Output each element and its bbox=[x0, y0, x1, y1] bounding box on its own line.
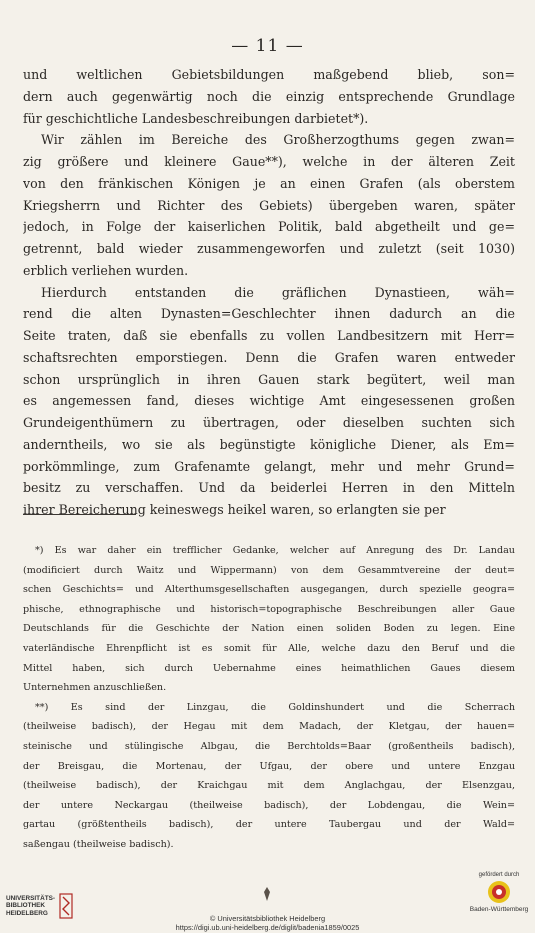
text-line: erblich verliehen wurden. bbox=[23, 262, 189, 278]
library-name: UNIVERSITÄTS- BIBLIOTHEK HEIDELBERG bbox=[6, 894, 55, 917]
text-line: für geschichtliche Landesbeschreibungen darbietet*). bbox=[23, 110, 369, 126]
footnote-line: vaterländische Ehrenpflicht ist es somit für Alle, welche dazu den Beruf und die bbox=[23, 642, 515, 654]
footnote-line: (theilweise badisch), der Hegau mit dem Madach, der Kletgau, der hauen= bbox=[23, 721, 515, 733]
text-line: besitz zu verschaffen. Und da beiderlei Herren in den Mitteln bbox=[23, 480, 515, 496]
footnote-separator bbox=[23, 514, 136, 515]
text-line: Hierdurch entstanden die gräflichen Dynastieen, wäh= bbox=[41, 284, 515, 300]
ornament-icon bbox=[260, 886, 274, 902]
footnote-line: (theilweise badisch), der Kraichgau mit dem Anglachgau, der Elsenzgau, bbox=[23, 780, 515, 792]
footnote-line: (modificiert durch Waitz und Wippermann) von dem Gesammtvereine der deut= bbox=[23, 564, 515, 576]
text-line: getrennt, bald wieder zusammengeworfen und zuletzt (seit 1030) bbox=[23, 241, 515, 256]
text-line: und weltlichen Gebietsbildungen maßgebend blieb, son= bbox=[23, 67, 515, 82]
sponsor-logo[interactable] bbox=[469, 872, 529, 913]
text-line: von den fränkischen Königen je an einen Grafen (als oberstem bbox=[23, 175, 515, 191]
text-line: es angemessen fand, dieses wichtige Amt eingesessenen großen bbox=[23, 393, 515, 409]
footnote-line: der untere Neckargau (theilweise badisch), der Lobdengau, die Wein= bbox=[23, 799, 515, 811]
sponsor-label: gefördert durch bbox=[478, 872, 520, 878]
sponsor-state: Baden-Württemberg bbox=[469, 906, 529, 913]
page-footer bbox=[0, 868, 535, 933]
footnote-line: **) Es sind der Linzgau, die Goldinshundert und die Scherrach bbox=[35, 701, 515, 713]
text-line: Seite traten, daß sie ebenfalls zu vollen Landbesitzern mit Herr= bbox=[23, 328, 515, 343]
baden-wuerttemberg-logo-icon bbox=[487, 880, 511, 904]
text-line: Grundeigenthümern zu übertragen, oder dieselben suchten sich bbox=[23, 415, 515, 430]
footnote-line: *) Es war daher ein trefflicher Gedanke, welcher auf Anregung des Dr. Landau bbox=[35, 545, 515, 556]
copyright-notice: © Universitätsbibliothek Heidelberg https://digi.ub.uni-heidelberg.de/diglit/badenia1859/0025 bbox=[0, 914, 535, 932]
footnote-line: schen Geschichts= und Alterthumsgesellschaften ausgegangen, durch spezielle geogra= bbox=[23, 584, 515, 596]
footnote-line: Deutschlands für die Geschichte der Nation einen soliden Boden zu legen. Eine bbox=[23, 623, 515, 635]
text-line: anderntheils, wo sie als begünstigte königliche Diener, als Em= bbox=[23, 436, 515, 452]
text-line: schaftsrechten emporstiegen. Denn die Grafen waren entweder bbox=[23, 349, 515, 365]
text-line: rend die alten Dynasten=Geschlechter ihnen dadurch an die bbox=[23, 306, 515, 322]
text-line: dern auch gegenwärtig noch die einzig entsprechende Grundlage bbox=[23, 88, 515, 104]
page-number: — 11 — bbox=[231, 36, 304, 56]
text-line: ihrer Bereicherung keineswegs heikel waren, so erlangten sie per bbox=[23, 502, 446, 517]
footnote-line: gartau (größtentheils badisch), der untere Taubergau und der Wald= bbox=[23, 819, 515, 831]
text-line: zig größere und kleinere Gaue**), welche in der älteren Zeit bbox=[23, 154, 515, 169]
footnotes bbox=[23, 541, 515, 855]
text-line: porkömmlinge, zum Grafenamte gelangt, mehr und mehr Grund= bbox=[23, 458, 515, 474]
footnote-line: steinische und stülingische Albgau, die Berchtolds=Baar (großentheils badisch), bbox=[23, 740, 515, 752]
footnote-line: saßengau (theilweise badisch). bbox=[23, 838, 174, 850]
text-line: schon ursprünglich in ihren Gauen stark begütert, weil man bbox=[23, 371, 515, 387]
footnote-line: der Breisgau, die Mortenau, der Ufgau, der obere und untere Enzgau bbox=[23, 760, 515, 772]
main-text bbox=[23, 64, 515, 521]
footnote-line: Mittel haben, sich durch Uebernahme eines heimathlichen Gaues diesem bbox=[23, 662, 515, 674]
text-line: Wir zählen im Bereiche des Großherzogthums gegen zwan= bbox=[41, 132, 515, 148]
footnote-line: Unternehmen anzuschließen. bbox=[23, 682, 167, 694]
text-line: Kriegsherrn und Richter des Gebiets) übergeben waren, später bbox=[23, 197, 515, 213]
text-line: jedoch, in Folge der kaiserlichen Politik, bald abgetheilt und ge= bbox=[23, 219, 515, 235]
source-url[interactable]: https://digi.ub.uni-heidelberg.de/diglit/badenia1859/0025 bbox=[175, 923, 360, 932]
footnote-line: phische, ethnographische und historisch=topographische Beschreibungen aller Gaue bbox=[23, 603, 515, 615]
